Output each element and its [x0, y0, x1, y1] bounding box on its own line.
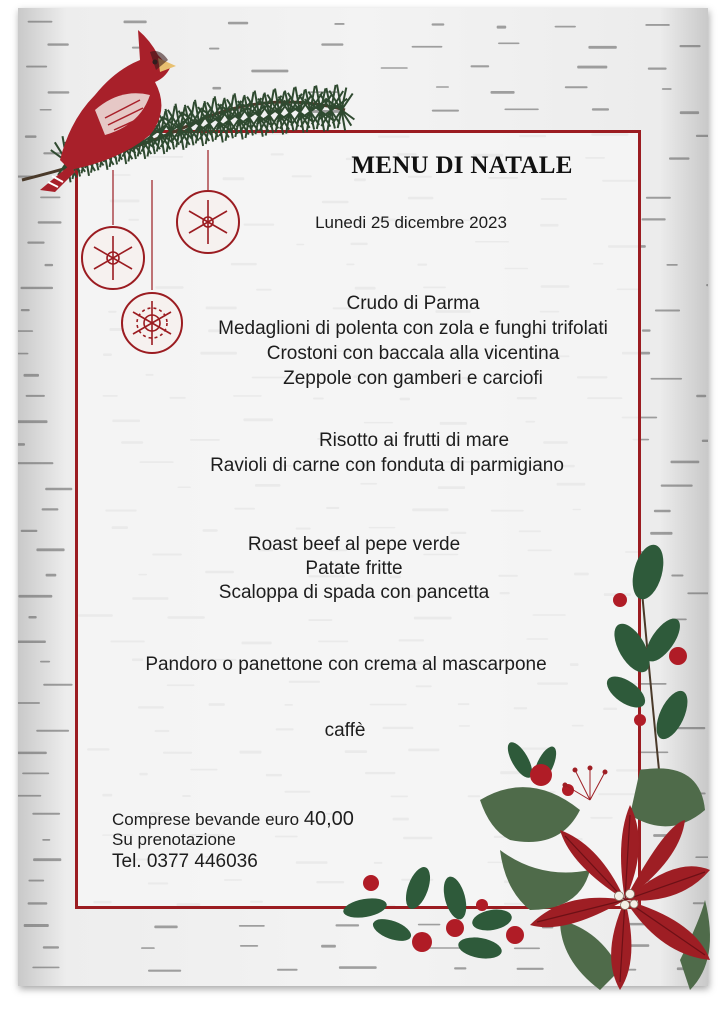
bark-mark: [18, 176, 37, 178]
bark-mark: [18, 641, 46, 644]
bark-mark: [698, 948, 709, 951]
bark-mark: [577, 66, 607, 69]
bark-mark: [671, 660, 683, 662]
price-value: 40,00: [303, 808, 354, 830]
drinks-label: Comprese bevande euro: [112, 810, 300, 829]
bark-mark: [21, 287, 54, 289]
bark-mark: [24, 374, 40, 377]
bark-mark: [432, 110, 459, 112]
bark-mark: [432, 23, 445, 25]
bark-mark: [209, 48, 219, 50]
bark-mark: [677, 727, 705, 729]
bark-mark: [418, 924, 441, 926]
bark-mark: [27, 242, 44, 244]
bark-mark: [45, 264, 54, 266]
bark-mark: [542, 926, 554, 929]
bark-mark: [669, 157, 690, 159]
bark-mark: [693, 902, 705, 904]
bark-mark: [336, 924, 360, 926]
bark-mark: [653, 834, 669, 837]
bark-mark: [655, 310, 680, 312]
dish-item: Roast beef al pepe verde: [247, 534, 461, 555]
bark-mark: [504, 109, 538, 111]
bark-mark: [18, 462, 53, 464]
bark-mark: [46, 574, 57, 577]
bark-mark: [588, 46, 616, 49]
dish-item: Zeppole con gamberi e carciofi: [283, 368, 543, 389]
price-line: [112, 808, 354, 831]
bark-mark: [555, 26, 576, 28]
bark-mark: [491, 91, 515, 94]
dish-item: caffè: [324, 720, 366, 741]
bark-mark: [695, 856, 708, 858]
bark-mark: [514, 948, 540, 950]
bark-mark: [36, 730, 69, 732]
bark-mark: [22, 773, 49, 775]
bark-mark: [212, 87, 221, 90]
bark-mark: [40, 197, 60, 199]
bark-mark: [312, 110, 342, 113]
bark-mark: [43, 946, 59, 948]
bark-mark: [148, 970, 181, 972]
bark-mark: [45, 488, 72, 491]
bark-mark: [334, 23, 344, 25]
bark-mark: [625, 923, 663, 926]
bark-mark: [680, 45, 701, 47]
bark-mark: [124, 21, 147, 24]
bark-mark: [28, 902, 48, 904]
bark-mark: [706, 284, 708, 286]
bark-mark: [651, 378, 683, 380]
bark-mark: [239, 925, 265, 927]
bark-mark: [645, 24, 670, 26]
bark-mark: [28, 21, 53, 23]
bark-mark: [18, 353, 28, 355]
bark-mark: [154, 926, 177, 929]
bark-mark: [321, 945, 336, 948]
bark-mark: [646, 197, 671, 199]
bark-mark: [25, 135, 37, 138]
booking-note: Su prenotazione: [112, 830, 236, 849]
bark-mark: [687, 592, 708, 594]
bark-mark: [228, 22, 248, 25]
bark-mark: [40, 109, 52, 111]
bark-mark: [702, 440, 708, 442]
bark-mark: [28, 616, 36, 619]
bark-mark: [339, 966, 377, 969]
bark-mark: [42, 508, 59, 510]
dish-item: Crudo di Parma: [346, 293, 480, 314]
bark-mark: [662, 88, 672, 90]
bark-mark: [240, 945, 258, 947]
dish-item: Crostoni con baccala alla vicentina: [266, 343, 560, 364]
dish-item: Risotto ai frutti di mare: [318, 430, 510, 451]
bark-mark: [48, 91, 70, 93]
dish-item: Medaglioni di polenta con zola e funghi trifolati: [218, 318, 608, 339]
bark-mark: [381, 67, 408, 69]
bark-mark: [36, 548, 64, 551]
bark-mark: [33, 858, 61, 861]
bark-mark: [454, 967, 466, 969]
bark-mark: [517, 968, 544, 970]
menu-date: Lunedi 25 dicembre 2023: [315, 213, 507, 232]
bark-mark: [671, 619, 686, 621]
bark-mark: [38, 221, 62, 223]
dish-item: Ravioli di carne con fonduta di parmigiano: [210, 455, 564, 476]
bark-mark: [18, 795, 41, 797]
bark-mark: [412, 46, 443, 48]
bark-mark: [696, 135, 708, 137]
menu-paper: [78, 133, 638, 906]
bark-mark: [661, 485, 693, 487]
bark-mark: [642, 218, 666, 220]
bark-mark: [497, 26, 507, 29]
bark-mark: [32, 813, 60, 815]
bark-mark: [426, 947, 464, 949]
bark-mark: [671, 461, 700, 464]
bark-mark: [619, 969, 636, 971]
bark-mark: [671, 575, 683, 577]
bark-mark: [42, 839, 50, 841]
bark-mark: [277, 969, 298, 971]
bark-mark: [135, 110, 146, 112]
bark-mark: [26, 66, 47, 68]
bark-mark: [18, 330, 33, 332]
bark-mark: [642, 329, 651, 331]
bark-mark: [321, 43, 343, 45]
phone-number: Tel. 0377 446036: [112, 851, 258, 872]
bark-mark: [680, 111, 699, 114]
bark-mark: [471, 65, 490, 67]
bark-mark: [617, 944, 649, 947]
bark-mark: [310, 91, 338, 93]
bark-mark: [141, 947, 155, 949]
bark-mark: [690, 793, 705, 795]
bark-mark: [26, 395, 45, 397]
bark-mark: [696, 395, 706, 398]
bark-mark: [21, 309, 30, 311]
bark-mark: [18, 702, 40, 704]
bark-mark: [436, 86, 449, 88]
bark-mark: [220, 108, 240, 111]
bark-mark: [565, 86, 588, 88]
dish-item: Patate fritte: [305, 558, 403, 579]
menu-title: MENU DI NATALE: [351, 152, 573, 179]
bark-mark: [43, 684, 72, 686]
bark-mark: [43, 152, 73, 154]
bark-mark: [18, 595, 52, 598]
bark-mark: [142, 91, 154, 94]
bark-mark: [658, 816, 689, 818]
bark-mark: [666, 264, 677, 266]
bark-mark: [251, 70, 288, 73]
bark-mark: [24, 924, 49, 927]
bark-mark: [648, 68, 667, 70]
dish-item: Scaloppa di spada con pancetta: [218, 582, 490, 603]
bark-mark: [132, 47, 145, 49]
bark-mark: [32, 967, 59, 969]
bark-mark: [28, 880, 44, 882]
bark-mark: [18, 420, 48, 423]
bark-mark: [139, 66, 151, 69]
bark-mark: [498, 43, 520, 45]
bark-mark: [650, 532, 672, 535]
bark-mark: [21, 530, 38, 532]
bark-mark: [40, 661, 50, 663]
bark-mark: [654, 510, 671, 513]
bark-mark: [18, 443, 25, 446]
bark-mark: [637, 752, 668, 754]
bark-mark: [677, 967, 704, 970]
bark-mark: [47, 43, 68, 45]
bark-mark: [592, 108, 609, 110]
dish-item: Pandoro o panettone con crema al mascarpone: [145, 654, 547, 675]
bark-mark: [18, 752, 47, 755]
